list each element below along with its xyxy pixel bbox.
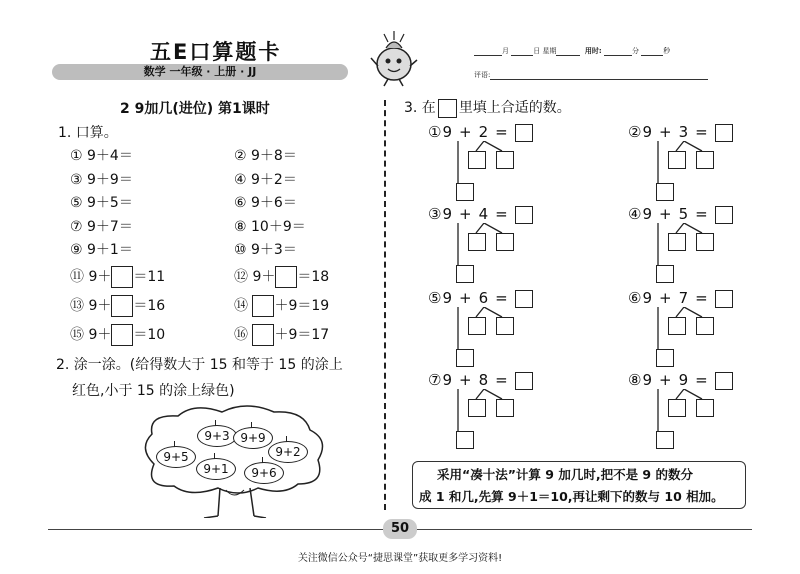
section3-title (404, 97, 571, 118)
apple[interactable] (196, 458, 236, 480)
item-suffix: ＋9＝17 (274, 327, 330, 343)
answer-box-sample (438, 99, 457, 118)
apple-stem-icon (214, 453, 219, 459)
split-box[interactable] (468, 233, 486, 251)
equals-sign: = (695, 289, 708, 307)
decompose-equation (628, 289, 788, 369)
apple-stem-icon (174, 441, 179, 447)
result-box[interactable] (715, 290, 733, 308)
split-box[interactable] (696, 233, 714, 251)
item-suffix: ＝18 (297, 269, 330, 285)
decompose-equation (628, 205, 788, 285)
connector-line (476, 389, 502, 399)
equation-number: ⑤ (428, 289, 442, 307)
decompose-equation (428, 289, 588, 369)
tip-line1: 采用“凑十法”计算 9 加几时,把不是 9 的数分 (437, 467, 693, 482)
fill-blank-item (70, 324, 165, 346)
equals-sign: = (495, 371, 508, 389)
apple[interactable] (268, 441, 308, 463)
equals-sign: = (495, 123, 508, 141)
oral-item: ④ 9＋2＝ (234, 171, 297, 188)
oral-item: ⑦ 9＋7＝ (70, 218, 133, 235)
addend-b: 2 (478, 123, 489, 141)
apple-label: 9+1 (203, 462, 229, 476)
equation-line (628, 371, 733, 390)
oral-item: ② 9＋8＝ (234, 148, 297, 164)
plus-sign: + (659, 371, 672, 389)
result-box[interactable] (515, 372, 533, 390)
section1-title: 1. 口算。 (58, 125, 118, 141)
split-box[interactable] (656, 431, 674, 449)
equation-line (428, 371, 533, 390)
split-box[interactable] (696, 399, 714, 417)
oral-item: ⑨ 9＋1＝ (70, 242, 133, 258)
day-label: 日 (533, 47, 541, 55)
weekday-label: 星期 (542, 47, 557, 55)
split-box[interactable] (468, 151, 486, 169)
connector-line (476, 223, 502, 233)
decompose-equation (428, 205, 588, 285)
split-box[interactable] (656, 183, 674, 201)
time-used-label: 用时: (584, 47, 602, 55)
split-box[interactable] (496, 233, 514, 251)
connector-line (676, 389, 702, 399)
addend-b: 9 (678, 371, 689, 389)
equation-number: ④ (628, 205, 642, 223)
addend-b: 4 (478, 205, 489, 223)
connector-line (476, 141, 502, 151)
split-box[interactable] (468, 317, 486, 335)
item-prefix: ⑫ 9＋ (234, 269, 276, 285)
split-box[interactable] (656, 349, 674, 367)
result-box[interactable] (515, 206, 533, 224)
result-box[interactable] (715, 372, 733, 390)
column-divider (384, 100, 386, 510)
split-box[interactable] (696, 317, 714, 335)
apple-label: 9+2 (275, 445, 301, 459)
equation-number: ① (428, 123, 442, 141)
connector-line (676, 307, 702, 317)
addend-a: 9 (442, 371, 452, 389)
apple-stem-icon (286, 436, 291, 442)
result-box[interactable] (715, 124, 733, 142)
connector-line (476, 307, 502, 317)
answer-box[interactable] (111, 295, 133, 317)
addend-a: 9 (642, 123, 652, 141)
equation-number: ③ (428, 205, 442, 223)
plus-sign: + (459, 123, 472, 141)
section3-title-pre: 3. 在 (404, 100, 436, 116)
equals-sign: = (695, 371, 708, 389)
equation-line (628, 205, 733, 224)
addend-b: 7 (678, 289, 689, 307)
result-box[interactable] (515, 290, 533, 308)
section3-title-post: 里填上合适的数。 (458, 100, 571, 116)
apple-stem-icon (251, 422, 256, 428)
equation-number: ⑦ (428, 371, 442, 389)
addend-b: 5 (678, 205, 689, 223)
answer-box[interactable] (111, 324, 133, 346)
decompose-equation (628, 371, 788, 451)
tip-line2: 成 1 和几,先算 9＋1＝10,再让剩下的数与 10 相加。 (419, 489, 724, 504)
split-box[interactable] (496, 317, 514, 335)
subject-bar: 数学 一年级 · 上册 · JJ (52, 64, 348, 80)
decompose-equation (628, 123, 788, 203)
answer-box[interactable] (275, 266, 297, 288)
equation-number: ⑧ (628, 371, 642, 389)
fill-blank-item (234, 266, 329, 288)
comment-label: 评语: (474, 71, 491, 79)
footer-text: 关注微信公众号“捷思课堂”获取更多学习资料! (297, 553, 503, 564)
connector-line (676, 223, 702, 233)
split-box[interactable] (456, 183, 474, 201)
section2-title-line2: 红色,小于 15 的涂上绿色) (72, 383, 235, 399)
item-suffix: ＝11 (133, 269, 166, 285)
seconds-label: 秒 (663, 47, 671, 55)
fill-blank-item (70, 266, 165, 288)
decompose-equation (428, 371, 588, 451)
equation-line (628, 289, 733, 308)
section2-title-line1: 2. 涂一涂。(给得数大于 15 和等于 15 的涂上 (56, 357, 343, 373)
item-prefix: ⑭ (234, 298, 253, 314)
addend-a: 9 (642, 371, 652, 389)
split-box[interactable] (668, 317, 686, 335)
equation-number: ⑥ (628, 289, 642, 307)
split-box[interactable] (468, 399, 486, 417)
page-number: 50 (383, 519, 417, 539)
apple-label: 9+3 (204, 429, 230, 443)
item-prefix: ⑮ 9＋ (70, 327, 112, 343)
month-label: 月 (502, 47, 509, 55)
oral-item: ③ 9＋9＝ (70, 171, 133, 188)
decompose-equation (428, 123, 588, 203)
apple-label: 9+5 (163, 450, 189, 464)
plus-sign: + (659, 205, 672, 223)
plus-sign: + (659, 289, 672, 307)
split-box[interactable] (456, 265, 474, 283)
result-box[interactable] (515, 124, 533, 142)
tip-box (412, 461, 746, 509)
mascot-icon (366, 28, 422, 88)
apple-label: 9+6 (251, 466, 277, 480)
addend-a: 9 (442, 205, 452, 223)
result-box[interactable] (715, 206, 733, 224)
fill-blank-item (70, 295, 165, 317)
split-box[interactable] (456, 349, 474, 367)
apple-stem-icon (215, 420, 220, 426)
equals-sign: = (695, 123, 708, 141)
split-box[interactable] (696, 151, 714, 169)
oral-item: ⑧ 10＋9＝ (234, 218, 306, 235)
addend-a: 9 (642, 289, 652, 307)
comment-line (474, 70, 708, 80)
apple[interactable] (244, 462, 284, 484)
equation-line (628, 123, 733, 142)
addend-b: 8 (478, 371, 489, 389)
equals-sign: = (695, 205, 708, 223)
equation-line (428, 205, 533, 224)
addend-b: 6 (478, 289, 489, 307)
split-box[interactable] (668, 233, 686, 251)
apple[interactable] (233, 427, 273, 449)
plus-sign: + (459, 205, 472, 223)
connector-line (676, 141, 702, 151)
addend-b: 3 (678, 123, 689, 141)
card-title: 五E口算题卡 (150, 40, 282, 64)
answer-box[interactable] (111, 266, 133, 288)
split-box[interactable] (496, 399, 514, 417)
equation-line (428, 289, 533, 308)
plus-sign: + (459, 371, 472, 389)
addend-a: 9 (442, 289, 452, 307)
equals-sign: = (495, 289, 508, 307)
addend-a: 9 (442, 123, 452, 141)
apple-stem-icon (262, 457, 267, 463)
item-suffix: ＝16 (133, 298, 166, 314)
item-prefix: ⑬ 9＋ (70, 298, 112, 314)
addend-a: 9 (642, 205, 652, 223)
split-box[interactable] (668, 399, 686, 417)
plus-sign: + (659, 123, 672, 141)
lesson-title: 2 9加几(进位) 第1课时 (120, 101, 270, 117)
apple[interactable] (156, 446, 196, 468)
date-line (474, 46, 670, 56)
answer-box[interactable] (252, 295, 274, 317)
equation-line (428, 123, 533, 142)
minutes-label: 分 (631, 47, 639, 55)
split-box[interactable] (496, 151, 514, 169)
item-suffix: ＋9＝19 (274, 298, 330, 314)
fill-blank-item (234, 295, 329, 317)
oral-item: ① 9＋4＝ (70, 148, 133, 164)
item-prefix: ⑪ 9＋ (70, 269, 112, 285)
split-box[interactable] (456, 431, 474, 449)
item-prefix: ⑯ (234, 327, 253, 343)
equation-number: ② (628, 123, 642, 141)
answer-box[interactable] (252, 324, 274, 346)
item-suffix: ＝10 (133, 327, 166, 343)
apple[interactable] (197, 425, 237, 447)
equals-sign: = (495, 205, 508, 223)
plus-sign: + (459, 289, 472, 307)
fill-blank-item (234, 324, 329, 346)
split-box[interactable] (668, 151, 686, 169)
oral-item: ⑥ 9＋6＝ (234, 195, 297, 211)
oral-item: ⑤ 9＋5＝ (70, 195, 133, 211)
split-box[interactable] (656, 265, 674, 283)
apple-label: 9+9 (240, 431, 266, 445)
oral-item: ⑩ 9＋3＝ (234, 242, 297, 258)
